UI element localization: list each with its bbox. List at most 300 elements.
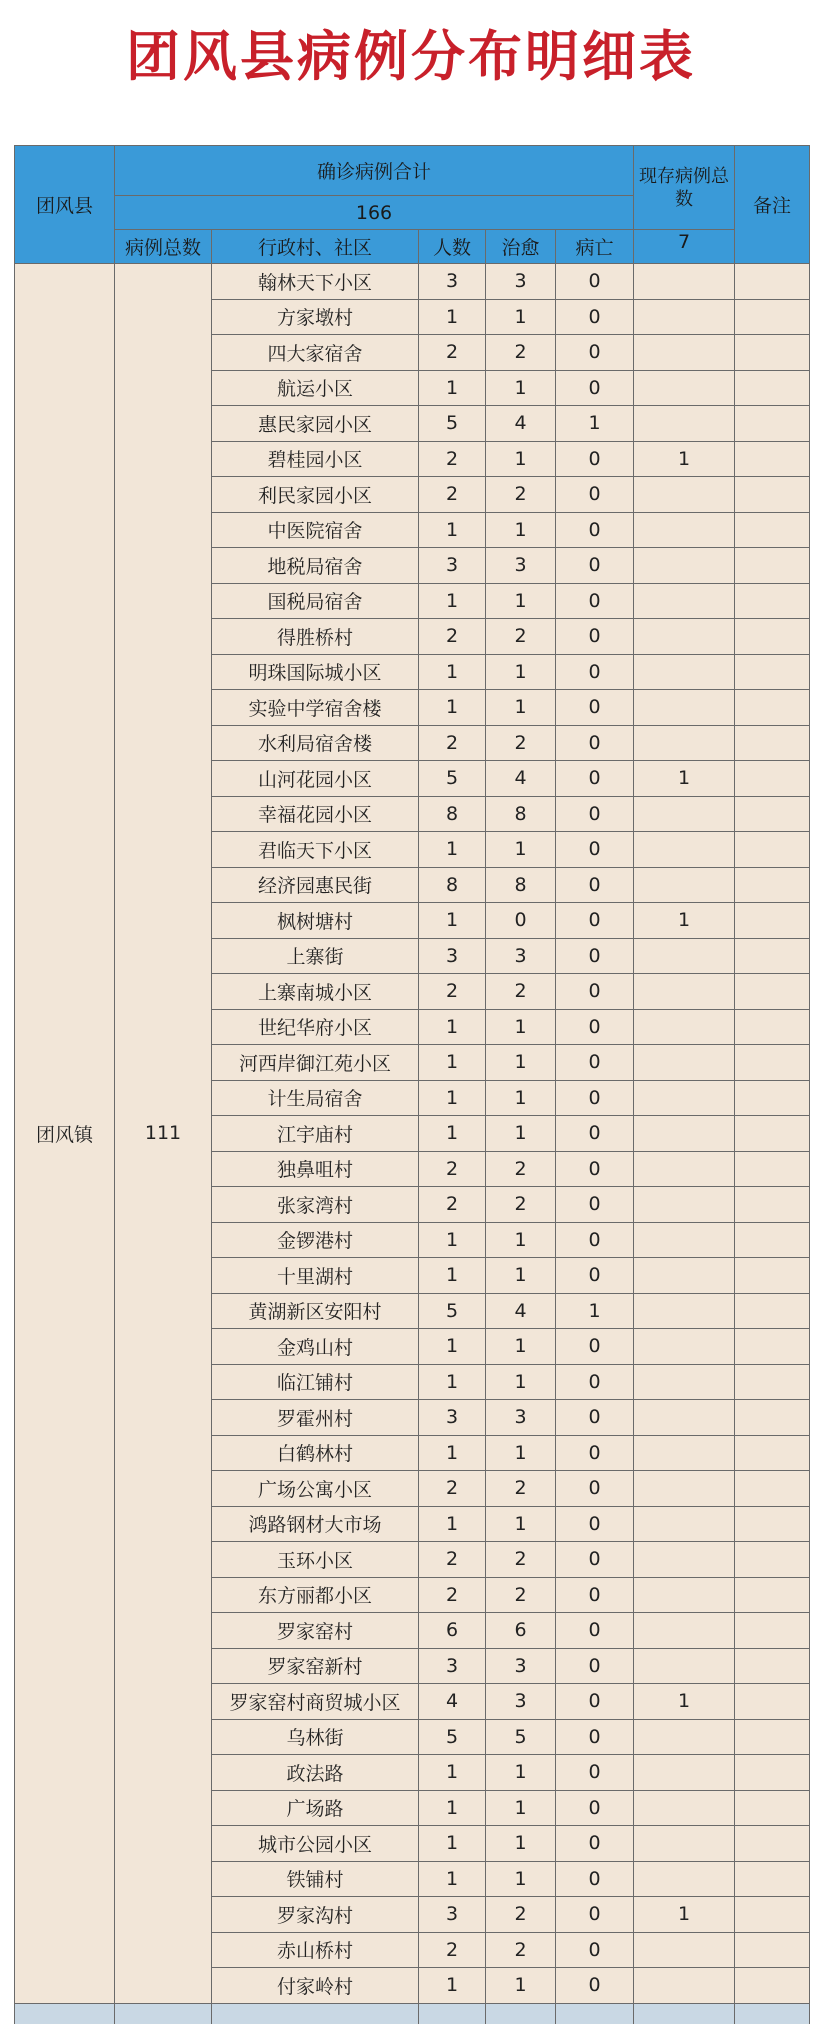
- cured-cell: 2: [486, 1151, 556, 1187]
- cured-cell: 3: [486, 938, 556, 974]
- current-cases-cell: [634, 1861, 735, 1897]
- cured-cell: 1: [486, 1364, 556, 1400]
- village-cell: 城市公园小区: [212, 1826, 419, 1862]
- cured-cell: 8: [486, 867, 556, 903]
- count-cell: 8: [419, 796, 486, 832]
- remark-cell: [735, 832, 810, 868]
- village-cell: 方家墩村: [212, 299, 419, 335]
- confirmed-total-value: 166: [115, 196, 634, 230]
- village-cell: 经济园惠民街: [212, 867, 419, 903]
- current-cases-cell: [634, 1542, 735, 1578]
- count-cell: 2: [419, 335, 486, 371]
- remark-cell: [735, 1151, 810, 1187]
- current-cases-cell: [634, 938, 735, 974]
- village-cell: 东方丽都小区: [212, 1577, 419, 1613]
- count-cell: 3: [419, 1897, 486, 1933]
- cured-cell: 3: [486, 1684, 556, 1720]
- death-cell: 0: [556, 477, 634, 513]
- death-cell: 0: [556, 690, 634, 726]
- village-cell: 碧桂园小区: [212, 441, 419, 477]
- village-cell: 政法路: [212, 1755, 419, 1791]
- death-cell: 0: [556, 1684, 634, 1720]
- current-cases-cell: 1: [634, 1897, 735, 1933]
- current-cases-cell: [634, 299, 735, 335]
- remark-cell: [735, 690, 810, 726]
- remark-cell: [735, 938, 810, 974]
- count-cell: 1: [419, 1826, 486, 1862]
- count-cell: 8: [419, 867, 486, 903]
- remark-header: 备注: [735, 146, 810, 264]
- count-cell: 1: [419, 370, 486, 406]
- death-cell: 0: [556, 761, 634, 797]
- cured-cell: 1: [486, 1861, 556, 1897]
- village-cell: 水利局宿舍楼: [212, 725, 419, 761]
- current-cases-cell: [634, 335, 735, 371]
- death-header: 病亡: [556, 230, 634, 264]
- current-cases-cell: [634, 512, 735, 548]
- village-cell: 乌林街: [212, 1719, 419, 1755]
- count-cell: 3: [419, 1648, 486, 1684]
- death-cell: 0: [556, 512, 634, 548]
- death-cell: 0: [556, 1364, 634, 1400]
- village-cell: 付家岭村: [212, 1968, 419, 2004]
- current-cases-cell: [634, 583, 735, 619]
- death-cell: 0: [556, 1719, 634, 1755]
- current-cases-cell: [634, 406, 735, 442]
- count-cell: 1: [419, 1009, 486, 1045]
- current-cases-cell: [634, 1613, 735, 1649]
- death-cell: 0: [556, 1471, 634, 1507]
- death-cell: 0: [556, 1613, 634, 1649]
- death-cell: 0: [556, 1826, 634, 1862]
- remark-cell: [735, 1897, 810, 1933]
- death-cell: 0: [556, 1222, 634, 1258]
- cured-cell: 1: [486, 690, 556, 726]
- death-cell: 0: [556, 548, 634, 584]
- count-cell: 4: [419, 1684, 486, 1720]
- remark-cell: [735, 1293, 810, 1329]
- death-cell: 0: [556, 974, 634, 1010]
- village-cell: 河西岸御江苑小区: [212, 1045, 419, 1081]
- cured-cell: 2: [486, 1932, 556, 1968]
- count-cell: 3: [419, 1400, 486, 1436]
- confirmed-total-header: 确诊病例合计: [115, 146, 634, 196]
- village-cell: 赤山桥村: [212, 1932, 419, 1968]
- current-cases-cell: [634, 1577, 735, 1613]
- death-cell: 0: [556, 1968, 634, 2004]
- current-cases-cell: [634, 1826, 735, 1862]
- remark-cell: [735, 1009, 810, 1045]
- current-cases-cell: [634, 1968, 735, 2004]
- current-cases-cell: [634, 1293, 735, 1329]
- remark-cell: [735, 370, 810, 406]
- death-cell: 0: [556, 335, 634, 371]
- remark-cell: [735, 1045, 810, 1081]
- count-cell: 1: [419, 1968, 486, 2004]
- death-cell: 0: [556, 1435, 634, 1471]
- remark-cell: [735, 1613, 810, 1649]
- village-cell: 惠民家园小区: [212, 406, 419, 442]
- count-cell: 1: [419, 512, 486, 548]
- death-cell: 0: [556, 299, 634, 335]
- village-cell: 玉环小区: [212, 1542, 419, 1578]
- cured-cell: 1: [486, 512, 556, 548]
- current-cases-cell: [634, 1080, 735, 1116]
- remark-cell: [735, 1719, 810, 1755]
- death-cell: 0: [556, 903, 634, 939]
- count-cell: 1: [419, 1435, 486, 1471]
- village-cell: 白鹤林村: [212, 1435, 419, 1471]
- village-cell: 枫树塘村: [212, 903, 419, 939]
- village-cell: 十里湖村: [212, 1258, 419, 1294]
- cured-cell: 1: [486, 1045, 556, 1081]
- current-cases-cell: 1: [634, 903, 735, 939]
- count-cell: 1: [419, 1080, 486, 1116]
- village-cell: 国税局宿舍: [212, 583, 419, 619]
- death-cell: 0: [556, 1116, 634, 1152]
- cured-cell: 1: [486, 1435, 556, 1471]
- cured-cell: 1: [486, 1009, 556, 1045]
- count-cell: 1: [419, 1790, 486, 1826]
- village-cell: 鸿路钢材大市场: [212, 1506, 419, 1542]
- current-cases-cell: [634, 477, 735, 513]
- cured-cell: 2: [486, 974, 556, 1010]
- village-cell: 计生局宿舍: [212, 1080, 419, 1116]
- village-cell: 金鸡山村: [212, 1329, 419, 1365]
- page-title: 团风县病例分布明细表: [126, 25, 696, 88]
- cured-cell: 1: [486, 1080, 556, 1116]
- death-cell: 0: [556, 1045, 634, 1081]
- remark-cell: [735, 441, 810, 477]
- current-cases-cell: [634, 1116, 735, 1152]
- remark-cell: [735, 1364, 810, 1400]
- current-cases-cell: [634, 725, 735, 761]
- current-cases-cell: 1: [634, 441, 735, 477]
- count-cell: 1: [419, 690, 486, 726]
- count-cell: 2: [419, 1577, 486, 1613]
- cured-cell: 1: [486, 1506, 556, 1542]
- death-cell: 1: [556, 1293, 634, 1329]
- count-cell: 1: [419, 1506, 486, 1542]
- town-name: 团风镇: [15, 264, 115, 2004]
- death-cell: 1: [556, 406, 634, 442]
- death-cell: 0: [556, 1542, 634, 1578]
- count-cell: 1: [419, 1329, 486, 1365]
- cured-cell: 1: [486, 1755, 556, 1791]
- village-cell: 罗家窑新村: [212, 1648, 419, 1684]
- current-cases-cell: [634, 1506, 735, 1542]
- remark-cell: [735, 583, 810, 619]
- cured-cell: 2: [486, 1577, 556, 1613]
- cured-cell: 2: [486, 1542, 556, 1578]
- village-cell: 广场路: [212, 1790, 419, 1826]
- current-cases-cell: 1: [634, 761, 735, 797]
- remark-cell: [735, 406, 810, 442]
- cured-cell: 1: [486, 441, 556, 477]
- cured-cell: 1: [486, 1826, 556, 1862]
- cured-cell: 2: [486, 1897, 556, 1933]
- village-cell: 江宇庙村: [212, 1116, 419, 1152]
- village-cell: 金锣港村: [212, 1222, 419, 1258]
- death-cell: 0: [556, 796, 634, 832]
- current-cases-cell: [634, 1932, 735, 1968]
- remark-cell: [735, 1684, 810, 1720]
- current-cases-cell: [634, 796, 735, 832]
- current-cases-cell: [634, 1222, 735, 1258]
- current-cases-cell: [634, 1187, 735, 1223]
- current-cases-cell: [634, 1435, 735, 1471]
- village-cell: 君临天下小区: [212, 832, 419, 868]
- count-cell: 5: [419, 406, 486, 442]
- current-cases-cell: [634, 1009, 735, 1045]
- remark-cell: [735, 1080, 810, 1116]
- cured-cell: 4: [486, 1293, 556, 1329]
- remark-cell: [735, 1222, 810, 1258]
- village-cell: 明珠国际城小区: [212, 654, 419, 690]
- cured-header: 治愈: [486, 230, 556, 264]
- death-cell: 0: [556, 1151, 634, 1187]
- village-cell: 黄湖新区安阳村: [212, 1293, 419, 1329]
- count-cell: 2: [419, 477, 486, 513]
- current-cases-cell: [634, 619, 735, 655]
- death-cell: 0: [556, 583, 634, 619]
- village-cell: 铁铺村: [212, 1861, 419, 1897]
- death-cell: 0: [556, 1932, 634, 1968]
- remark-cell: [735, 1471, 810, 1507]
- village-cell: 张家湾村: [212, 1187, 419, 1223]
- cured-cell: 1: [486, 832, 556, 868]
- cured-cell: 1: [486, 654, 556, 690]
- count-cell: 1: [419, 583, 486, 619]
- current-cases-cell: [634, 1719, 735, 1755]
- death-cell: 0: [556, 1648, 634, 1684]
- case-table: [14, 145, 810, 2024]
- remark-cell: [735, 867, 810, 903]
- village-cell: 罗家窑村: [212, 1613, 419, 1649]
- cured-cell: 1: [486, 370, 556, 406]
- remark-cell: [735, 1790, 810, 1826]
- current-cases-header: 现存病例总数: [634, 146, 735, 230]
- current-cases-cell: [634, 832, 735, 868]
- cured-cell: 8: [486, 796, 556, 832]
- death-cell: 0: [556, 1861, 634, 1897]
- remark-cell: [735, 1187, 810, 1223]
- remark-cell: [735, 548, 810, 584]
- cured-cell: 6: [486, 1613, 556, 1649]
- count-cell: 1: [419, 1116, 486, 1152]
- cured-cell: 5: [486, 1719, 556, 1755]
- cured-cell: 2: [486, 725, 556, 761]
- death-cell: 0: [556, 1258, 634, 1294]
- cured-cell: 2: [486, 619, 556, 655]
- count-header: 人数: [419, 230, 486, 264]
- remark-cell: [735, 1826, 810, 1862]
- cured-cell: 0: [486, 903, 556, 939]
- remark-cell: [735, 654, 810, 690]
- cured-cell: 2: [486, 1187, 556, 1223]
- current-cases-cell: [634, 1400, 735, 1436]
- death-cell: 0: [556, 1009, 634, 1045]
- current-cases-cell: [634, 548, 735, 584]
- count-cell: 2: [419, 725, 486, 761]
- cured-cell: 3: [486, 1648, 556, 1684]
- cured-cell: 4: [486, 761, 556, 797]
- cured-cell: 4: [486, 406, 556, 442]
- death-cell: 0: [556, 1790, 634, 1826]
- death-cell: 0: [556, 370, 634, 406]
- current-cases-cell: [634, 370, 735, 406]
- count-cell: 2: [419, 974, 486, 1010]
- death-cell: 0: [556, 1897, 634, 1933]
- table-row-next-cut: [15, 2003, 810, 2024]
- current-cases-cell: [634, 1364, 735, 1400]
- death-cell: 0: [556, 1187, 634, 1223]
- village-cell: 中医院宿舍: [212, 512, 419, 548]
- village-cell: 得胜桥村: [212, 619, 419, 655]
- remark-cell: [735, 974, 810, 1010]
- count-cell: 2: [419, 1187, 486, 1223]
- current-cases-cell: [634, 1329, 735, 1365]
- remark-cell: [735, 1400, 810, 1436]
- death-cell: 0: [556, 1329, 634, 1365]
- cured-cell: 1: [486, 1258, 556, 1294]
- count-cell: 3: [419, 938, 486, 974]
- death-cell: 0: [556, 654, 634, 690]
- death-cell: 0: [556, 832, 634, 868]
- table-row: [15, 264, 810, 300]
- remark-cell: [735, 903, 810, 939]
- cured-cell: 2: [486, 477, 556, 513]
- count-cell: 1: [419, 1861, 486, 1897]
- remark-cell: [735, 264, 810, 300]
- town-case-total: 111: [115, 264, 212, 2004]
- village-cell: 幸福花园小区: [212, 796, 419, 832]
- remark-cell: [735, 1755, 810, 1791]
- cured-cell: 3: [486, 548, 556, 584]
- current-cases-cell: [634, 690, 735, 726]
- village-cell: 广场公寓小区: [212, 1471, 419, 1507]
- remark-cell: [735, 1861, 810, 1897]
- count-cell: 2: [419, 1542, 486, 1578]
- village-cell: 山河花园小区: [212, 761, 419, 797]
- remark-cell: [735, 619, 810, 655]
- count-cell: 2: [419, 1151, 486, 1187]
- village-cell: 上寨街: [212, 938, 419, 974]
- case-total-header: 病例总数: [115, 230, 212, 264]
- count-cell: 1: [419, 1222, 486, 1258]
- village-cell: 临江铺村: [212, 1364, 419, 1400]
- death-cell: 0: [556, 1506, 634, 1542]
- remark-cell: [735, 1648, 810, 1684]
- village-cell: 翰林天下小区: [212, 264, 419, 300]
- count-cell: 2: [419, 441, 486, 477]
- current-cases-cell: [634, 974, 735, 1010]
- remark-cell: [735, 299, 810, 335]
- village-cell: 罗家沟村: [212, 1897, 419, 1933]
- death-cell: 0: [556, 1400, 634, 1436]
- current-cases-cell: [634, 1151, 735, 1187]
- count-cell: 1: [419, 299, 486, 335]
- county-header: 团风县: [15, 146, 115, 264]
- current-cases-value: 7: [634, 230, 735, 264]
- cured-cell: 1: [486, 1222, 556, 1258]
- village-cell: 独鼻咀村: [212, 1151, 419, 1187]
- count-cell: 3: [419, 548, 486, 584]
- death-cell: 0: [556, 619, 634, 655]
- remark-cell: [735, 1542, 810, 1578]
- count-cell: 1: [419, 903, 486, 939]
- current-cases-cell: [634, 1755, 735, 1791]
- remark-cell: [735, 761, 810, 797]
- remark-cell: [735, 1435, 810, 1471]
- cured-cell: 2: [486, 1471, 556, 1507]
- death-cell: 0: [556, 725, 634, 761]
- village-cell: 四大家宿舍: [212, 335, 419, 371]
- village-cell: 上寨南城小区: [212, 974, 419, 1010]
- village-cell: 世纪华府小区: [212, 1009, 419, 1045]
- cured-cell: 1: [486, 1790, 556, 1826]
- death-cell: 0: [556, 867, 634, 903]
- death-cell: 0: [556, 264, 634, 300]
- village-header: 行政村、社区: [212, 230, 419, 264]
- cured-cell: 3: [486, 264, 556, 300]
- current-cases-cell: [634, 1790, 735, 1826]
- remark-cell: [735, 1506, 810, 1542]
- village-cell: 罗霍州村: [212, 1400, 419, 1436]
- current-cases-cell: [634, 867, 735, 903]
- remark-cell: [735, 1577, 810, 1613]
- current-cases-cell: [634, 654, 735, 690]
- count-cell: 3: [419, 264, 486, 300]
- village-cell: 地税局宿舍: [212, 548, 419, 584]
- cured-cell: 1: [486, 1329, 556, 1365]
- count-cell: 2: [419, 619, 486, 655]
- remark-cell: [735, 1258, 810, 1294]
- remark-cell: [735, 512, 810, 548]
- death-cell: 0: [556, 938, 634, 974]
- remark-cell: [735, 1329, 810, 1365]
- death-cell: 0: [556, 1755, 634, 1791]
- village-cell: 实验中学宿舍楼: [212, 690, 419, 726]
- count-cell: 6: [419, 1613, 486, 1649]
- village-cell: 罗家窑村商贸城小区: [212, 1684, 419, 1720]
- count-cell: 1: [419, 832, 486, 868]
- current-cases-cell: 1: [634, 1684, 735, 1720]
- count-cell: 2: [419, 1471, 486, 1507]
- current-cases-cell: [634, 1648, 735, 1684]
- death-cell: 0: [556, 1080, 634, 1116]
- death-cell: 0: [556, 1577, 634, 1613]
- death-cell: 0: [556, 441, 634, 477]
- cured-cell: 1: [486, 583, 556, 619]
- remark-cell: [735, 796, 810, 832]
- count-cell: 1: [419, 1045, 486, 1081]
- remark-cell: [735, 335, 810, 371]
- count-cell: 1: [419, 1755, 486, 1791]
- remark-cell: [735, 725, 810, 761]
- village-cell: 航运小区: [212, 370, 419, 406]
- count-cell: 5: [419, 1719, 486, 1755]
- current-cases-cell: [634, 264, 735, 300]
- count-cell: 2: [419, 1932, 486, 1968]
- cured-cell: 1: [486, 299, 556, 335]
- current-cases-cell: [634, 1471, 735, 1507]
- count-cell: 5: [419, 761, 486, 797]
- village-cell: 利民家园小区: [212, 477, 419, 513]
- count-cell: 5: [419, 1293, 486, 1329]
- cured-cell: 1: [486, 1116, 556, 1152]
- count-cell: 1: [419, 654, 486, 690]
